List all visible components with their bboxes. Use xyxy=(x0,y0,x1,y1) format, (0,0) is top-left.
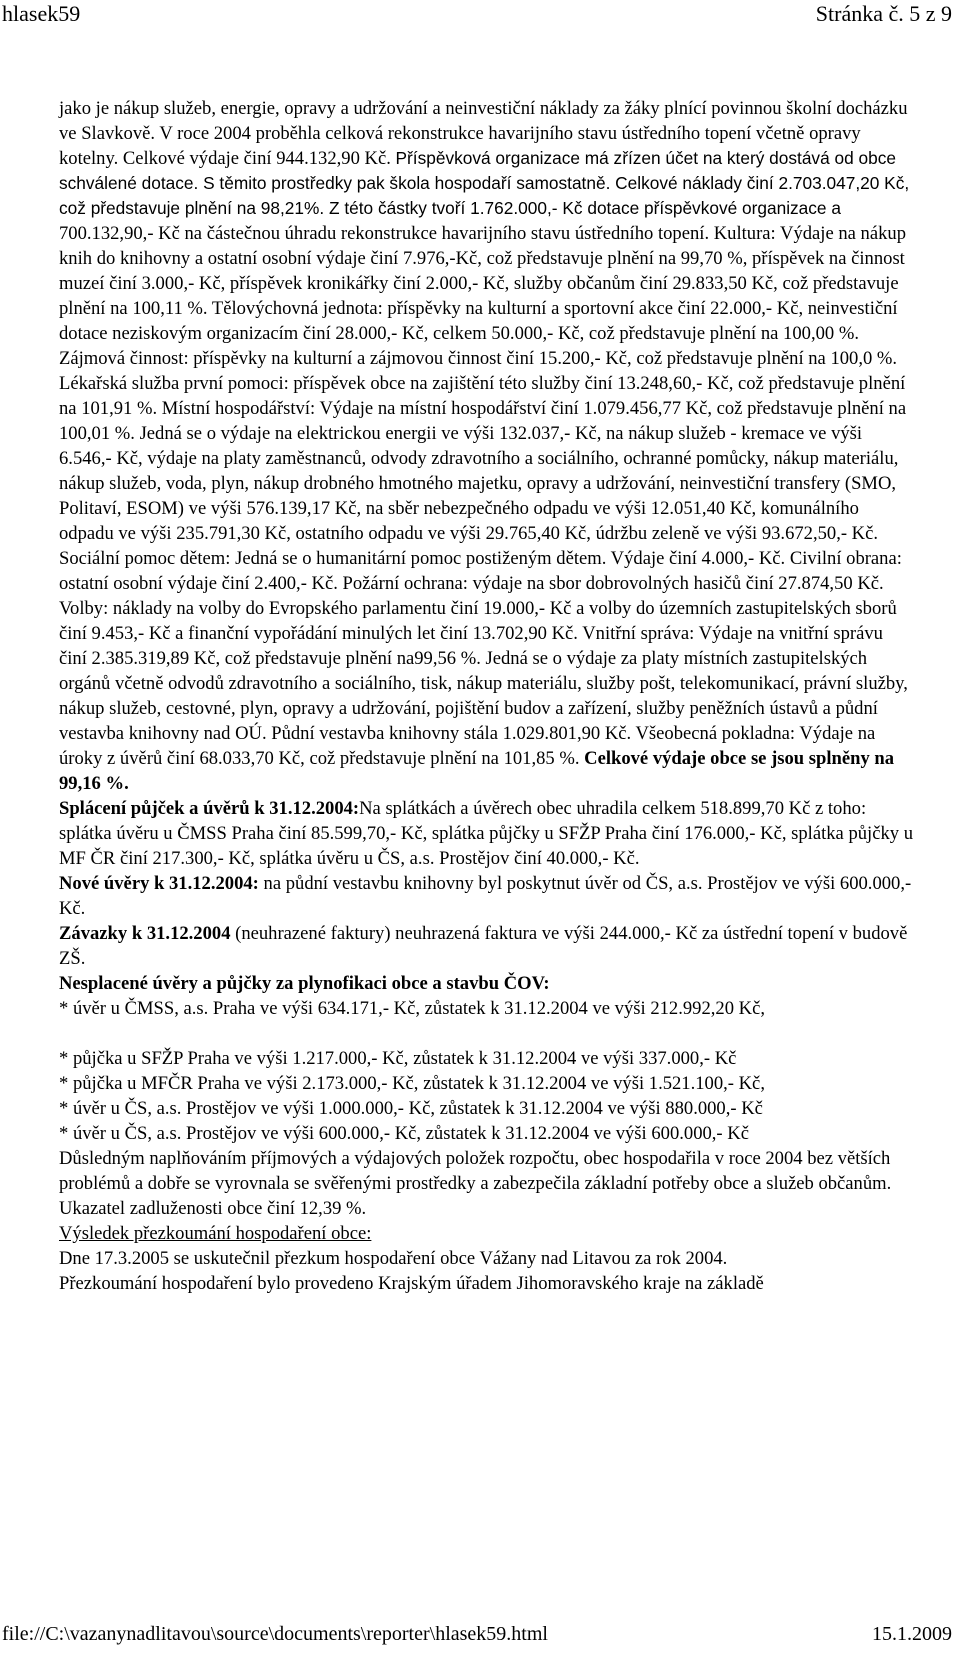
audit-line: Dne 17.3.2005 se uskutečnil přezkum hospodaření obce Vážany nad Litavou za rok 2004. xyxy=(59,1248,728,1269)
unpaid-loan-item: * úvěr u ČS, a.s. Prostějov ve výši 600.000,- Kč, zůstatek k 31.12.2004 ve výši 600.000,- Kč xyxy=(59,1123,749,1144)
page-number: Stránka č. 5 z 9 xyxy=(815,1,952,26)
budget-text-part2: Příspěvková organizace má zřízen účet na který dostává od obce schválené dotace. S těmito prostředky pak škola hospodaří samostatně. Celkové náklady činí 2.703.047,20 Kč, což představuje plnění na 98,21%. Z této částky tvoří 1.762.000,- Kč dotace příspěvkové organizace a xyxy=(59,148,910,218)
loan-repayments-text: Na splátkách a úvěrech obec uhradila celkem 518.899,70 Kč z toho: splátka úvěru u ČMSS Praha činí 85.599,70,- Kč, splátka půjčky u SFŽP Praha činí 176.000,- Kč, splátka půjčky u MF ČR činí 217.300,- Kč, splátka úvěru u ČS, a.s. Prostějov činí 40.000,- Kč. xyxy=(59,798,913,869)
loan-repayments-heading: Splácení půjček a úvěrů k 31.12.2004: xyxy=(59,798,360,819)
budget-paragraph xyxy=(59,96,914,796)
spacer xyxy=(59,1021,914,1046)
liabilities-text: (neuhrazené faktury) neuhrazená faktura ve výši 244.000,- Kč za ústřední topení v budově ZŠ. xyxy=(59,923,908,969)
unpaid-loan-item: * úvěr u ČS, a.s. Prostějov ve výši 1.000.000,- Kč, zůstatek k 31.12.2004 ve výši 880.000,- Kč xyxy=(59,1098,763,1119)
new-loans-text: na půdní vestavbu knihovny byl poskytnut úvěr od ČS, a.s. Prostějov ve výši 600.000,- Kč. xyxy=(59,873,912,919)
audit-line: Přezkoumání hospodaření bylo provedeno Krajským úřadem Jihomoravského kraje na základě xyxy=(59,1273,764,1294)
document-title: hlasek59 xyxy=(2,1,81,26)
audit-heading: Výsledek přezkoumání hospodaření obce: xyxy=(59,1223,372,1244)
file-path: file://C:\vazanynadlitavou\source\documents\reporter\hlasek59.html xyxy=(2,1623,548,1645)
unpaid-loan-item: * půjčka u MFČR Praha ve výši 2.173.000,- Kč, zůstatek k 31.12.2004 ve výši 1.521.100,- Kč, xyxy=(59,1073,765,1094)
conclusion-paragraph: Důsledným naplňováním příjmových a výdajových položek rozpočtu, obec hospodařila v roce 2004 bez větších problémů a dobře se vyrovnala se svěřenými prostředky a zabezpečila základní potřeby obce a služeb občanům. Ukazatel zadluženosti obce činí 12,39 %. xyxy=(59,1148,892,1219)
new-loans-heading: Nové úvěry k 31.12.2004: xyxy=(59,873,259,894)
budget-text-part1: jako je nákup služeb, energie, opravy a udržování a neinvestiční náklady za žáky plnící povinnou školní docházku ve Slavkově. V roce 2004 proběhla celková rekonstrukce havarijního stavu ústředního topení včetně opravy kotelny. Celkové výdaje činí 944.132,90 Kč. xyxy=(59,98,908,169)
loan-repayments-paragraph xyxy=(59,796,914,871)
unpaid-loans-heading: Nesplacené úvěry a půjčky za plynofikaci obce a stavbu ČOV: xyxy=(59,973,550,994)
print-date: 15.1.2009 xyxy=(872,1623,952,1645)
budget-text-part3: 700.132,90,- Kč na částečnou úhradu rekonstrukce havarijního stavu ústředního topení. Kultura: Výdaje na nákup knih do knihovny a ostatní osobní výdaje činí 7.976,-Kč, což představuje plnění na 99,70 %, příspěvek na činnost muzeí činí 3.000,- Kč, příspěvek kronikářky činí 2.000,- Kč, služby občanům činí 29.833,50 Kč, což představuje plnění na 100,11 %. Tělovýchovná jednota: příspěvky na kulturní a sportovní akce činí 22.000,- Kč, neinvestiční dotace neziskovým organizacím činí 28.000,- Kč, celkem 50.000,- Kč, což představuje plnění na 100,00 %. Zájmová činnost: příspěvky na kulturní a zájmovou činnost činí 15.200,- Kč, což představuje plnění na 100,0 %. Lékařská služba první pomoci: příspěvek obce na zajištění této služby činí 13.248,60,- Kč, což představuje plnění na 101,91 %. Místní hospodářství: Výdaje na místní hospodářství činí 1.079.456,77 Kč, což představuje plnění na 100,01 %. Jedná se o výdaje na elektrickou energii ve výši 132.037,- Kč, na nákup služeb - kremace ve výši 6.546,- Kč, výdaje na platy zaměstnanců, odvody zdravotního a sociálního, ochranné pomůcky, nákup materiálu, nákup služeb, voda, plyn, nákup drobného hmotného majetku, opravy a udržování, neinvestiční transfery (SMO, Politaví, ESOM) ve výši 576.139,17 Kč, na sběr nebezpečného odpadu ve výši 12.051,40 Kč, komunálního odpadu ve výši 235.791,30 Kč, ostatního odpadu ve výši 29.765,40 Kč, údržbu zeleně ve výši 93.672,50,- Kč. Sociální pomoc dětem: Jedná se o humanitární pomoc postiženým dětem. Výdaje činí 4.000,- Kč. Civilní obrana: ostatní osobní výdaje činí 2.400,- Kč. Požární ochrana: výdaje na sbor dobrovolných hasičů činí 27.874,50 Kč. Volby: náklady na volby do Evropského parlamentu činí 19.000,- Kč a volby do územních zastupitelských sborů činí 9.453,- Kč a finanční vypořádání minulých let činí 13.702,90 Kč. Vnitřní správa: Výdaje na vnitřní správu činí 2.385.319,89 Kč, což představuje plnění na99,56 %. Jedná se o výdaje za platy místních zastupitelských orgánů včetně odvodů zdravotního a sociálního, tisk, nákup materiálu, služby pošt, telekomunikací, právní služby, nákup služeb, cestovné, plyn, opravy a udržování, pojištění budov a zařízení, služby peněžních ústavů a půdní vestavba knihovny nad OÚ. Půdní vestavba knihovny stála 1.029.801,90 Kč. Všeobecná pokladna: Výdaje na úroky z úvěrů činí 68.033,70 Kč, což představuje plnění na 101,85 %. xyxy=(59,223,908,769)
new-loans-paragraph xyxy=(59,871,914,921)
total-expenses-statement: Celkové výdaje obce se jsou splněny na 99,16 %. xyxy=(59,748,895,794)
document-body xyxy=(59,96,914,1296)
page-header xyxy=(0,0,960,30)
page-footer xyxy=(0,1620,960,1650)
unpaid-loan-item: * úvěr u ČMSS, a.s. Praha ve výši 634.171,- Kč, zůstatek k 31.12.2004 ve výši 212.992,20 Kč, xyxy=(59,998,765,1019)
liabilities-paragraph xyxy=(59,921,914,971)
liabilities-heading: Závazky k 31.12.2004 xyxy=(59,923,231,944)
unpaid-loan-item: * půjčka u SFŽP Praha ve výši 1.217.000,- Kč, zůstatek k 31.12.2004 ve výši 337.000,- Kč xyxy=(59,1048,737,1069)
